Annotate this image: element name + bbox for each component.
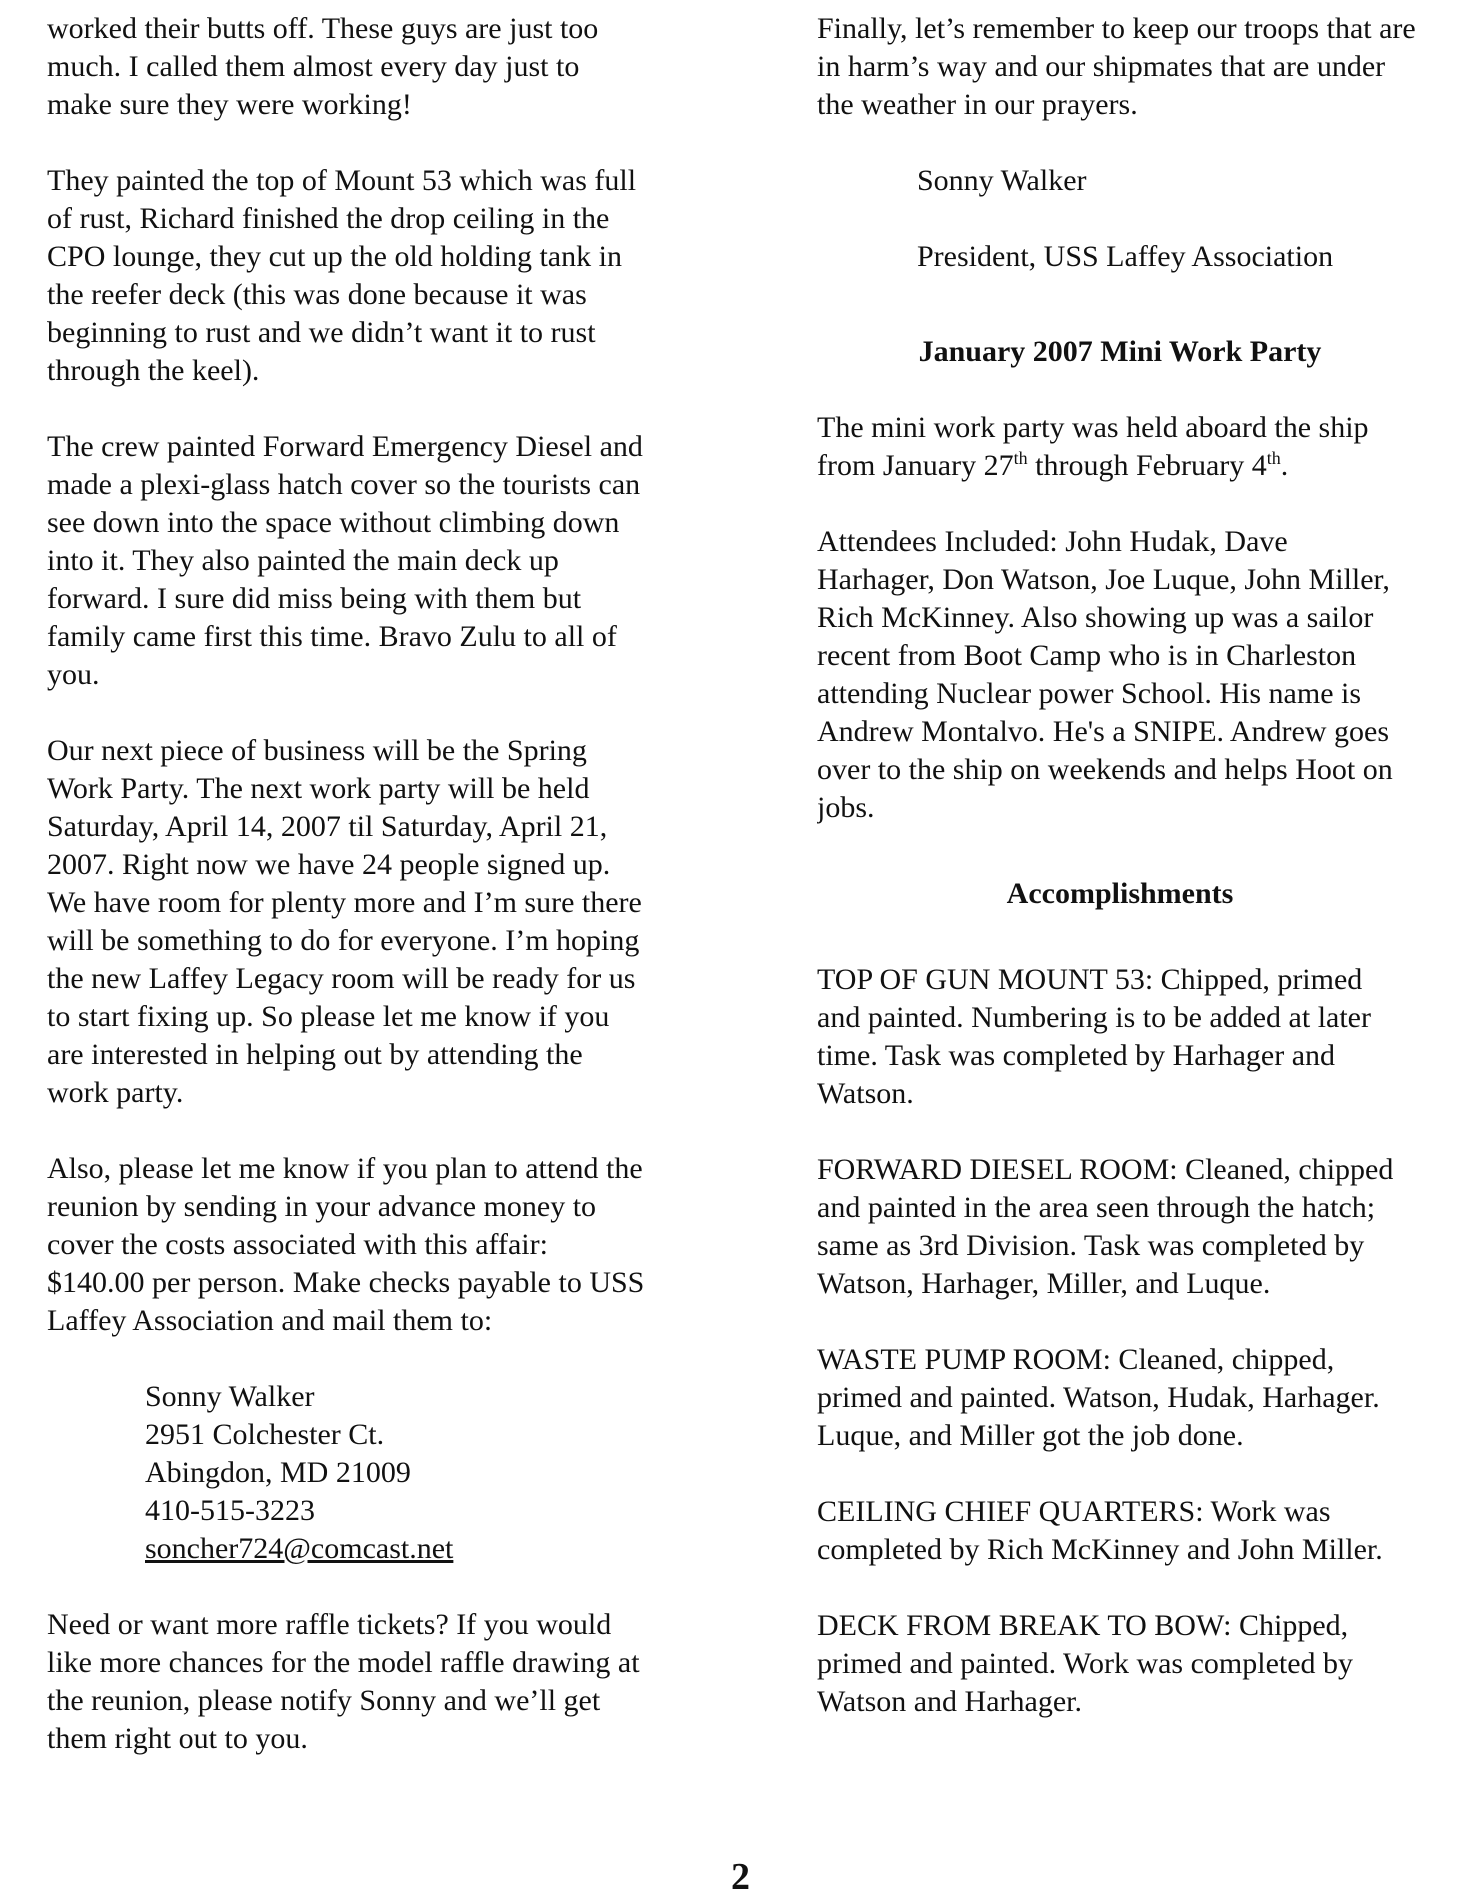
superscript-th-1: th [1013, 448, 1028, 468]
accomplishment-deck: DECK FROM BREAK TO BOW: Chipped, primed and painted. Work was completed by Watson and Harhager. [817, 1609, 1354, 1718]
right-column [817, 10, 1481, 1759]
accomplishment-waste-pump: WASTE PUMP ROOM: Cleaned, chipped, primed and painted. Watson, Hudak, Harhager. Luque, and Miller got the job done. [817, 1343, 1380, 1452]
superscript-th-2: th [1266, 448, 1281, 468]
paragraph-spring-work-party: Our next piece of business will be the Spring Work Party. The next work party will be held Saturday, April 14, 2007 til Saturday, April 21, 2007. Right now we have 24 people signed up. We have room for plenty more and I’m sure there will be something to do for everyone. I’m hoping the new Laffey Legacy room will be ready for us to start fixing up. So please let me know if you are interested in helping out by attending the work party. [47, 734, 642, 1109]
address-name: Sonny Walker [145, 1380, 315, 1413]
left-column [47, 10, 727, 1796]
work-party-text-mid: through February 4 [1027, 449, 1267, 482]
work-party-text-start: The mini work party was held aboard the ship from January 27 [817, 411, 1369, 482]
address-email-link[interactable]: soncher724@comcast.net [145, 1532, 454, 1565]
heading-accomplishments: Accomplishments [1006, 877, 1234, 910]
accomplishment-forward-diesel: FORWARD DIESEL ROOM: Cleaned, chipped and painted in the area seen through the hatch; same as 3rd Division. Task was completed by Watson, Harhager, Miller, and Luque. [817, 1153, 1394, 1300]
address-phone: 410-515-3223 [145, 1494, 315, 1527]
paragraph-prayers: Finally, let’s remember to keep our troops that are in harm’s way and our shipmates that are under the weather in our prayers. [817, 12, 1416, 121]
work-party-text-end: . [1280, 449, 1289, 482]
paragraph-reunion: Also, please let me know if you plan to attend the reunion by sending in your advance money to cover the costs associated with this affair: $140.00 per person. Make checks payable to USS Laffey Association and mail them to: [47, 1152, 645, 1337]
mailing-address [145, 1378, 727, 1568]
paragraph-attendees: Attendees Included: John Hudak, Dave Harhager, Don Watson, Joe Luque, John Miller, Rich McKinney. Also showing up was a sailor recent from Boot Camp who is in Charleston attending Nuclear power School. His name is Andrew Montalvo. He's a SNIPE. Andrew goes over to the ship on weekends and helps Hoot on jobs. [817, 525, 1393, 824]
paragraph-emergency-diesel: The crew painted Forward Emergency Diesel and made a plexi-glass hatch cover so the tourists can see down into the space without climbing down into it. They also painted the main deck up forward. I sure did miss being with them but family came first this time. Bravo Zulu to all of you. [47, 430, 643, 691]
paragraph-mount-53: They painted the top of Mount 53 which was full of rust, Richard finished the drop ceiling in the CPO lounge, they cut up the old holding tank in the reefer deck (this was done because it was beginning to rust and we didn’t want it to rust through the keel). [47, 164, 637, 387]
address-street: 2951 Colchester Ct. [145, 1418, 385, 1451]
paragraph-raffle-tickets: Need or want more raffle tickets? If you would like more chances for the model raffle drawing at the reunion, please notify Sonny and we’ll get them right out to you. [47, 1608, 640, 1755]
heading-mini-work-party: January 2007 Mini Work Party [918, 335, 1322, 368]
page-number: 2 [731, 1856, 750, 1898]
address-city: Abingdon, MD 21009 [145, 1456, 411, 1489]
paragraph-work-party-dates [817, 409, 1481, 485]
accomplishment-gun-mount: TOP OF GUN MOUNT 53: Chipped, primed and painted. Numbering is to be added at later time. Task was completed by Harhager and Watson. [817, 963, 1371, 1110]
signature-name: Sonny Walker [917, 164, 1087, 197]
paragraph-workers-praise: worked their butts off. These guys are just too much. I called them almost every day just to make sure they were working! [47, 12, 599, 121]
accomplishment-ceiling-chief: CEILING CHIEF QUARTERS: Work was completed by Rich McKinney and John Miller. [817, 1495, 1383, 1566]
signature-title: President, USS Laffey Association [917, 240, 1334, 273]
